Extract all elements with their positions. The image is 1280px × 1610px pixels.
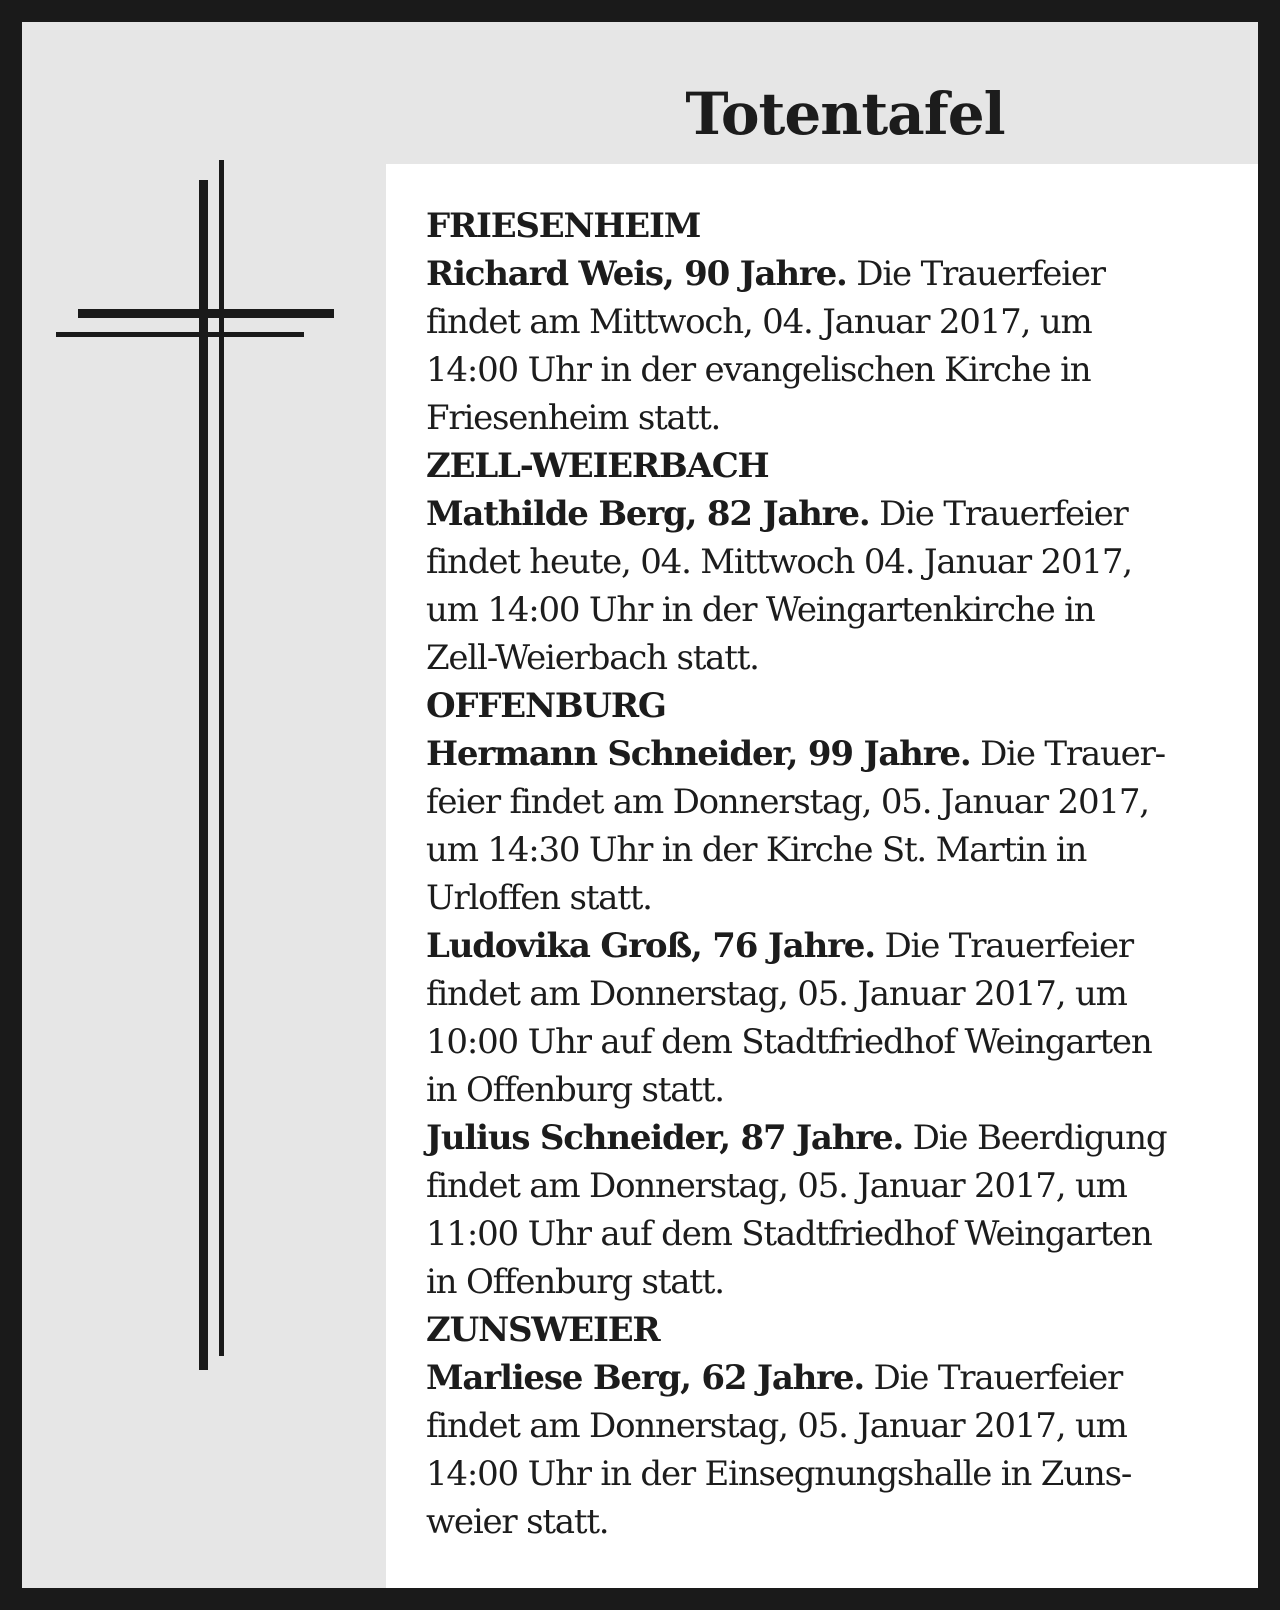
entry-text: weier statt. — [426, 1502, 609, 1542]
place-heading: ZUNSWEIER — [426, 1310, 660, 1350]
entry-text: findet am Donnerstag, 05. Januar 2017, um — [426, 1406, 1127, 1446]
entry-text: Friesenheim statt. — [426, 398, 721, 438]
entry-text: Die Beerdigung — [903, 1118, 1167, 1158]
deceased-name: Mathilde Berg, 82 Jahre. — [426, 494, 870, 534]
place-heading: OFFENBURG — [426, 686, 666, 726]
entry-text: Die Trauerfeier — [874, 926, 1133, 966]
entry-text: findet heute, 04. Mittwoch 04. Januar 2017, — [426, 542, 1132, 582]
page-title: Totentafel — [685, 80, 1005, 148]
entry-text: findet am Donnerstag, 05. Januar 2017, um — [426, 974, 1127, 1014]
deceased-name: Hermann Schneider, 99 Jahre. — [426, 734, 971, 774]
entry-line — [426, 490, 1226, 538]
entry-text: 10:00 Uhr auf dem Stadtfriedhof Weingarten — [426, 1022, 1152, 1062]
entry-text: in Offenburg statt. — [426, 1262, 724, 1302]
entry-text: Die Trauer- — [970, 734, 1165, 774]
entry-text: um 14:00 Uhr in der Weingartenkirche in — [426, 590, 1095, 630]
obituary-entry — [426, 922, 1226, 1114]
obituary-list — [386, 164, 1258, 1588]
obituary-entry — [426, 1114, 1226, 1306]
entry-text: Die Trauerfeier — [869, 494, 1128, 534]
entry-line — [426, 250, 1226, 298]
obituary-entry — [426, 730, 1226, 922]
entry-line — [426, 730, 1226, 778]
entry-text: 11:00 Uhr auf dem Stadtfriedhof Weingarten — [426, 1214, 1152, 1254]
obituary-entry — [426, 1354, 1226, 1546]
obituary-entry — [426, 490, 1226, 682]
entry-text: Die Trauerfeier — [863, 1358, 1123, 1398]
entry-text: findet am Donnerstag, 05. Januar 2017, um — [426, 1166, 1127, 1206]
deceased-name: Ludovika Groß, 76 Jahre. — [426, 926, 875, 966]
entry-text: 14:00 Uhr in der Einsegnungshalle in Zuns- — [426, 1454, 1132, 1494]
entry-text: Die Trauerfeier — [846, 254, 1105, 294]
cross-icon — [22, 22, 408, 1588]
entry-text: findet am Mittwoch, 04. Januar 2017, um — [426, 302, 1092, 342]
entry-text: in Offenburg statt. — [426, 1070, 724, 1110]
place-heading: FRIESENHEIM — [426, 206, 701, 246]
entry-line — [426, 1114, 1226, 1162]
entry-line — [426, 1354, 1226, 1402]
deceased-name: Marliese Berg, 62 Jahre. — [426, 1358, 864, 1398]
entry-text: Urloffen statt. — [426, 878, 652, 918]
entry-line — [426, 922, 1226, 970]
entry-text: Zell-Weierbach statt. — [426, 638, 759, 678]
entry-text: um 14:30 Uhr in der Kirche St. Martin in — [426, 830, 1087, 870]
entry-text: feier findet am Donnerstag, 05. Januar 2017, — [426, 782, 1149, 822]
place-heading: ZELL-WEIERBACH — [426, 446, 769, 486]
entries-container — [426, 202, 1226, 1546]
entry-text: 14:00 Uhr in der evangelischen Kirche in — [426, 350, 1091, 390]
deceased-name: Julius Schneider, 87 Jahre. — [426, 1118, 904, 1158]
obituary-entry — [426, 250, 1226, 442]
deceased-name: Richard Weis, 90 Jahre. — [426, 254, 847, 294]
